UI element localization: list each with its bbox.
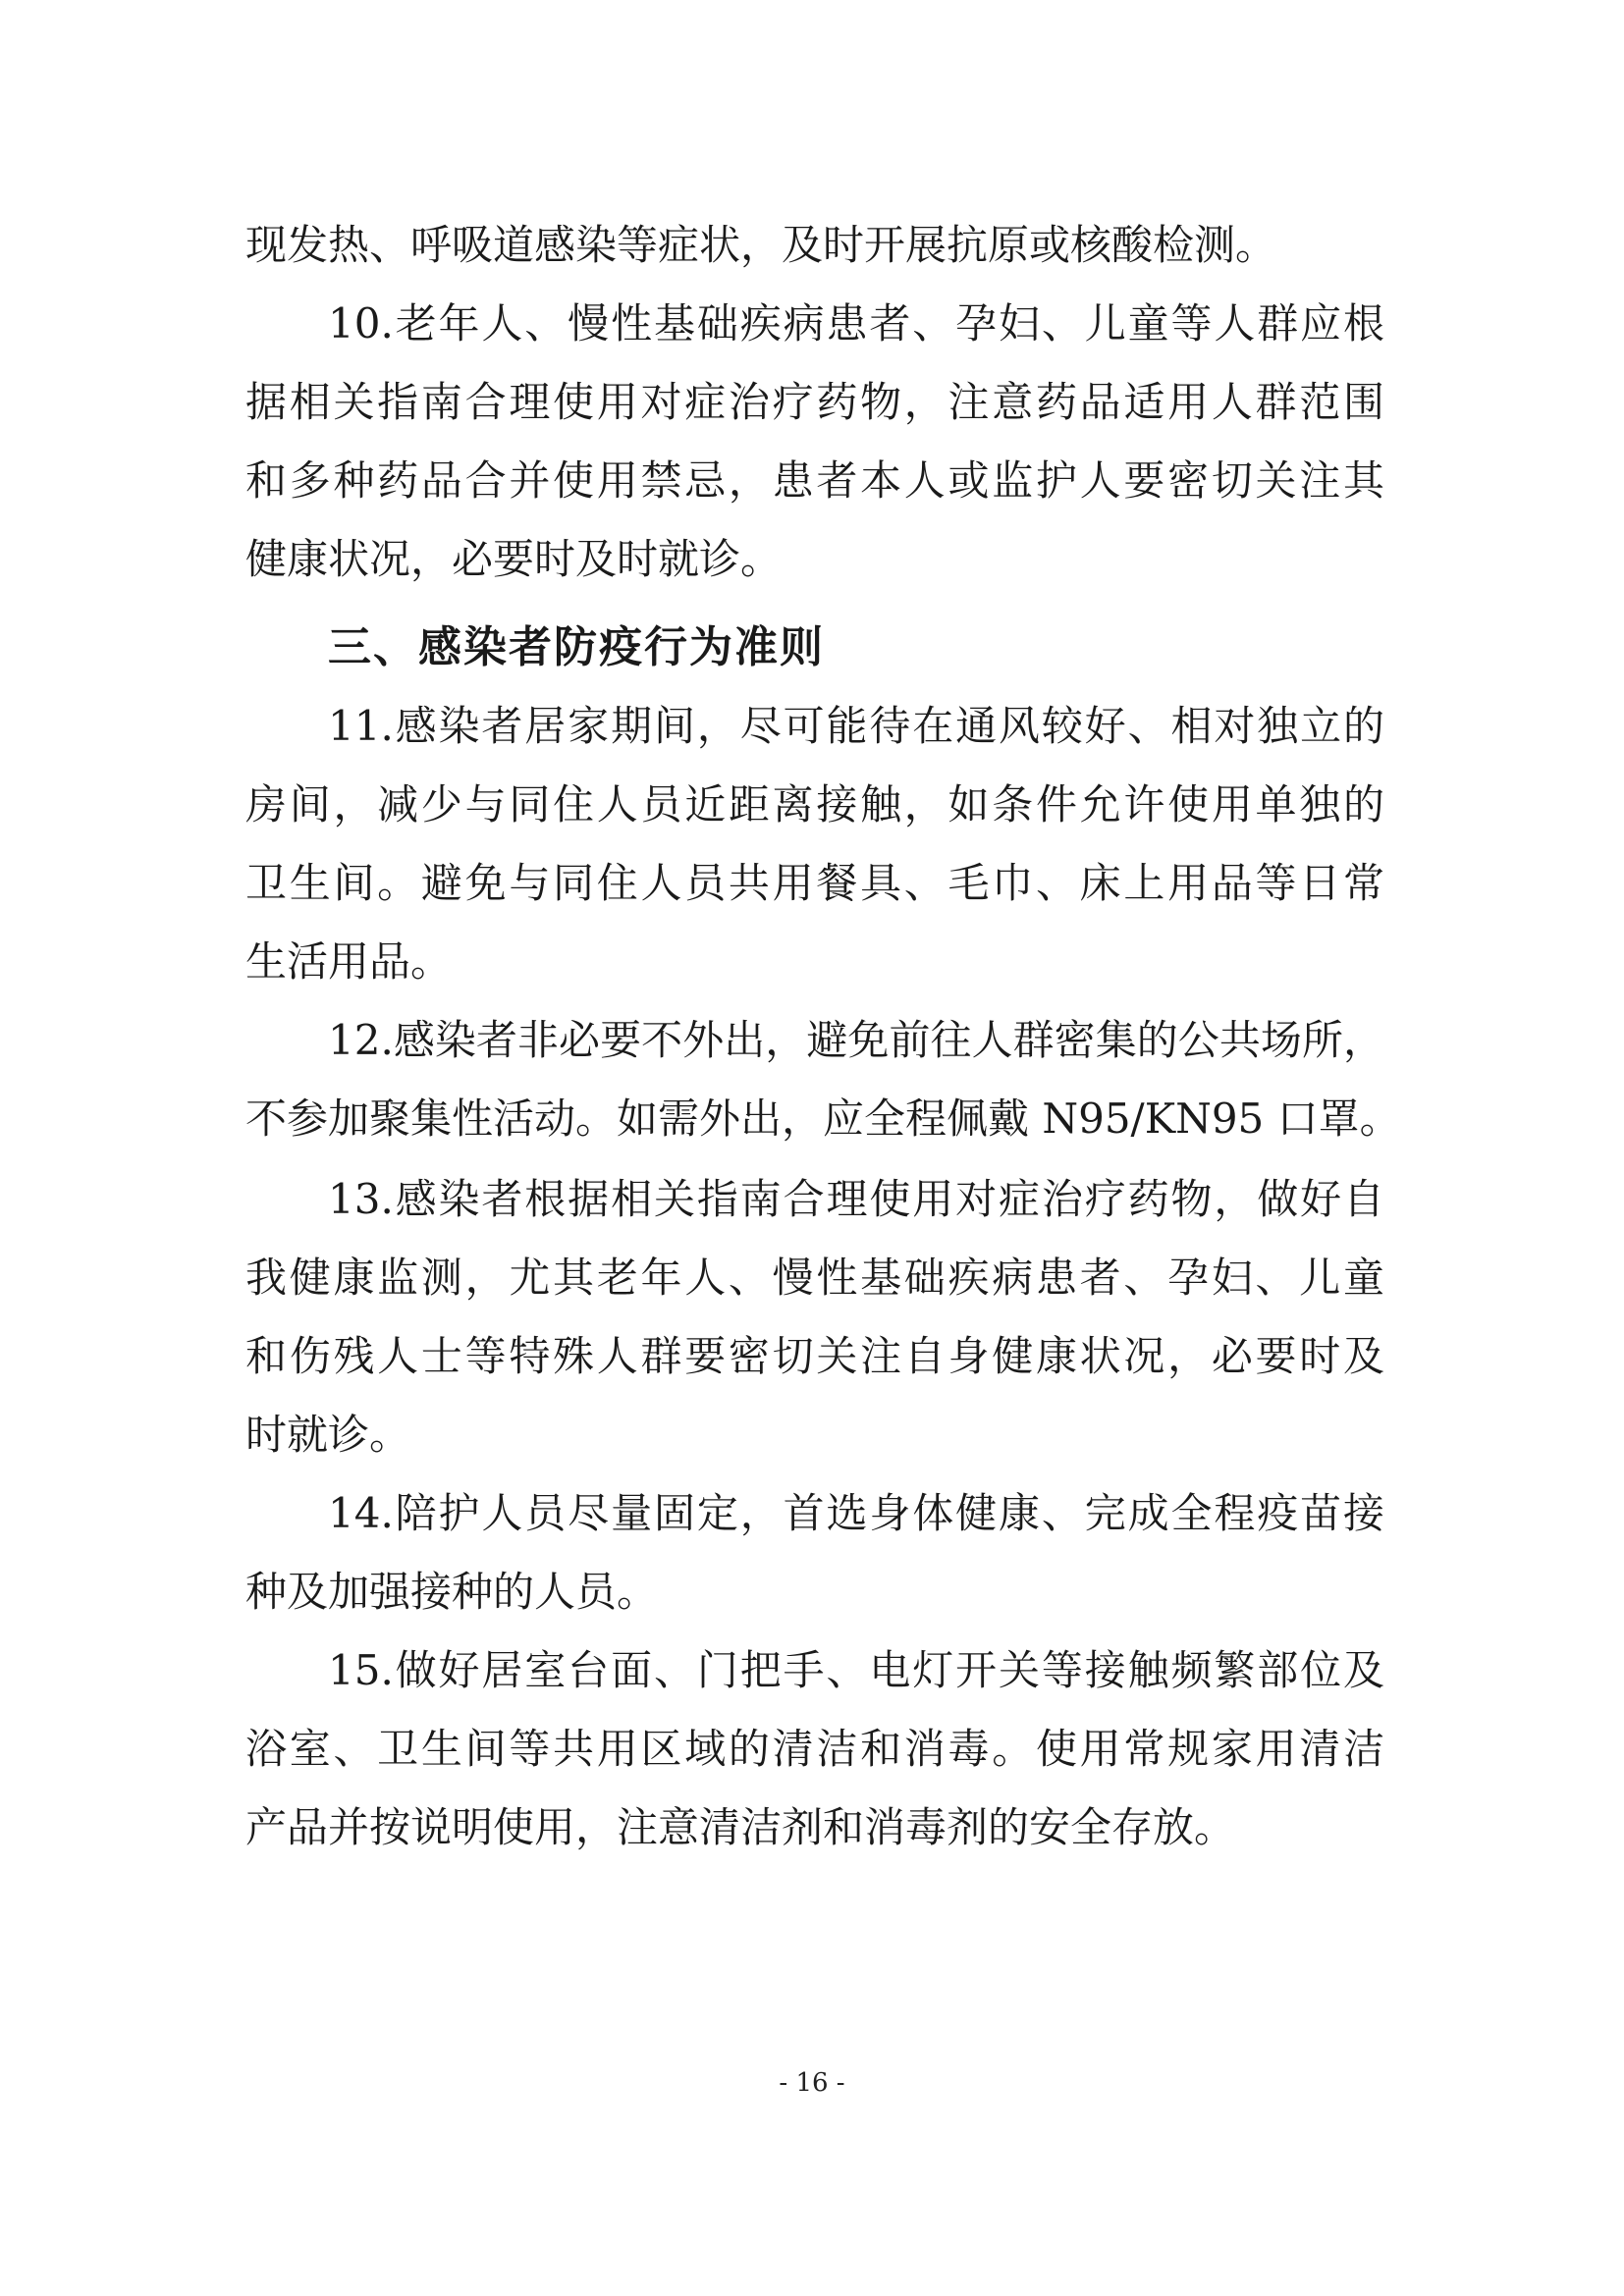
paragraph-line: 和多种药品合并使用禁忌，患者本人或监护人要密切关注其 [245,456,1384,505]
paragraph-line: 卫生间。避免与同住人员共用餐具、毛巾、床上用品等日常 [245,859,1384,907]
paragraph-line: 不参加聚集性活动。如需外出，应全程佩戴 N95/KN95 口罩。 [245,1095,1401,1143]
paragraph-line: 现发热、呼吸道感染等症状，及时开展抗原或核酸检测。 [245,221,1277,269]
paragraph-line: 据相关指南合理使用对症治疗药物，注意药品适用人群范围 [245,378,1384,426]
paragraph-line: 11.感染者居家期间，尽可能待在通风较好、相对独立的 [328,702,1384,750]
paragraph-line: 15.做好居室台面、门把手、电灯开关等接触频繁部位及 [328,1646,1384,1694]
paragraph-line: 生活用品。 [245,937,453,986]
section-heading: 三、感染者防疫行为准则 [328,622,825,672]
paragraph-line: 健康状况，必要时及时就诊。 [245,535,783,583]
paragraph-line: 产品并按说明使用，注意清洁剂和消毒剂的安全存放。 [245,1803,1236,1851]
paragraph-line: 和伤残人士等特殊人群要密切关注自身健康状况，必要时及 [245,1332,1384,1380]
paragraph-line: 14.陪护人员尽量固定，首选身体健康、完成全程疫苗接 [328,1489,1384,1537]
paragraph-line: 我健康监测，尤其老年人、慢性基础疾病患者、孕妇、儿童 [245,1254,1384,1302]
paragraph-line: 浴室、卫生间等共用区域的清洁和消毒。使用常规家用清洁 [245,1725,1384,1773]
paragraph-line: 10.老年人、慢性基础疾病患者、孕妇、儿童等人群应根 [328,299,1384,347]
page-number: - 16 - [779,2068,845,2098]
paragraph-line: 种及加强接种的人员。 [245,1568,659,1616]
paragraph-line: 房间，减少与同住人员近距离接触，如条件允许使用单独的 [245,780,1384,828]
paragraph-line: 时就诊。 [245,1411,411,1459]
paragraph-line: 13.感染者根据相关指南合理使用对症治疗药物，做好自 [328,1175,1384,1223]
paragraph-line: 12.感染者非必要不外出，避免前往人群密集的公共场所， [328,1016,1384,1064]
